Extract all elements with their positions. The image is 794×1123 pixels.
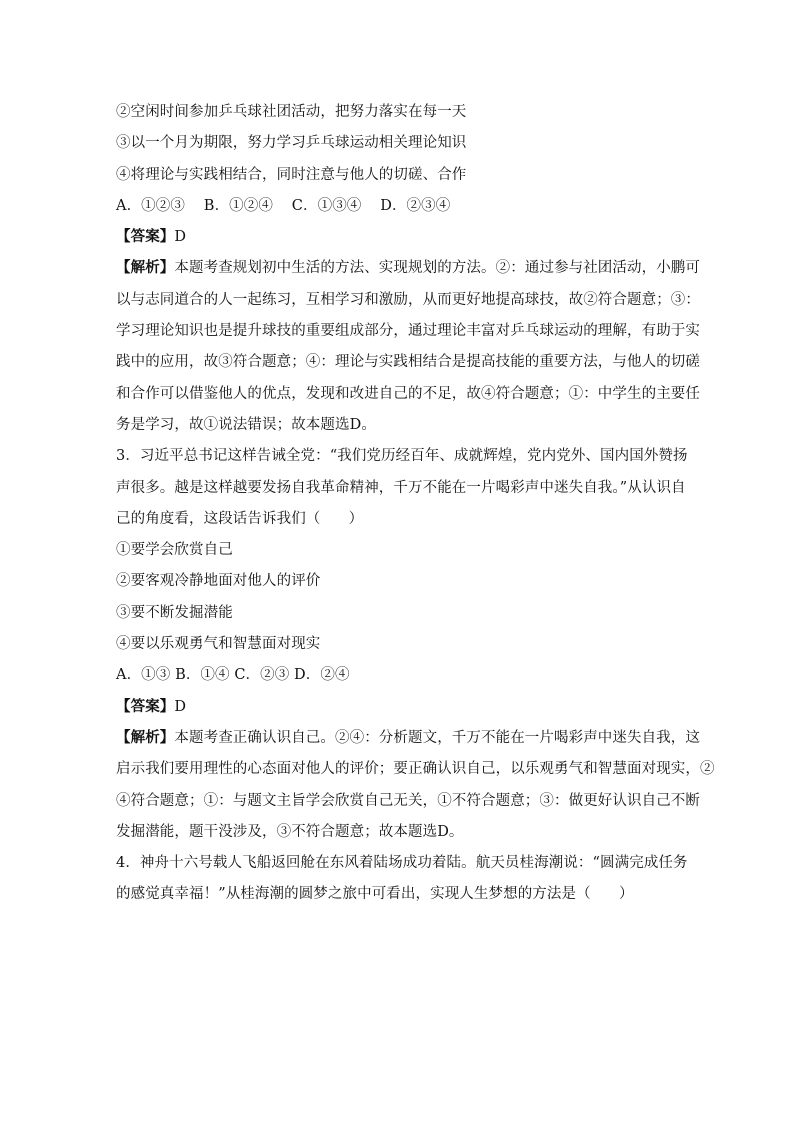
q3-analysis-line: ④符合题意；①：与题文主旨学会欣赏自己无关，①不符合题意；③：做更好认识自己不断: [116, 792, 700, 809]
q2-analysis-tag: 【解析】: [116, 259, 175, 277]
q2-analysis-line: 以与志同道合的人一起练习，互相学习和激励，从而更好地提高球技，故②符合题意；③：: [116, 291, 700, 308]
q2-analysis: [116, 257, 701, 435]
q3-option-2: ②要客观冷静地面对他人的评价: [116, 573, 321, 590]
q3-analysis: [116, 727, 715, 843]
q2-analysis-line: 学习理论知识也是提升球技的重要组成部分，通过理论丰富对乒乓球运动的理解，有助于实: [116, 323, 700, 340]
q2-block: [116, 101, 701, 436]
q2-analysis-line: 务是学习，故①说法错误；故本题选D。: [116, 416, 376, 433]
q2-analysis-line: 和合作可以借鉴他人的优点，发现和改进自己的不足，故④符合题意；①：中学生的主要任: [116, 385, 700, 402]
q2-answer-tag: 【答案】: [116, 228, 175, 246]
q2-analysis-line: 践中的应用，故③符合题意；④：理论与实践相结合是提高技能的重要方法，与他人的切磋: [116, 354, 700, 371]
q2-option-2: ②空闲时间参加乒乓球社团活动，把努力落实在每一天: [116, 104, 467, 120]
q3-stem-line: 3．习近平总书记这样告诫全党：“我们党历经百年、成就辉煌，党内党外、国内国外赞扬: [116, 448, 688, 465]
q3-analysis-line: [116, 727, 701, 749]
q2-answer: [116, 226, 696, 248]
q3-option-3: ③要不断发掘潜能: [116, 604, 233, 621]
q3-choices: A．①③ B．①④ C．②③ D．②④: [116, 667, 350, 684]
q3-analysis-line: 发掘潜能，题干没涉及，③不符合题意；故本题选D。: [116, 823, 464, 840]
q2-option-4: ④将理论与实践相结合，同时注意与他人的切磋、合作: [116, 166, 467, 183]
q3-answer-tag: 【答案】: [116, 697, 175, 715]
q2-analysis-line: [116, 257, 701, 279]
q3-analysis-line: 启示我们要用理性的心态面对他人的评价；要正确认识自己，以乐观勇气和智慧面对现实，②: [116, 761, 715, 778]
q3-analysis-text: 本题考查正确认识自己。②④：分析题文，千万不能在一片喝彩声中迷失自我，这: [174, 729, 701, 746]
q2-choices: A．①②③ B．①②④ C．①③④ D．②③④: [116, 197, 451, 214]
q3-stem-line: 声很多。越是这样越要发扬自我革命精神，千万不能在一片喝彩声中迷失自我。”从认识自: [116, 479, 686, 496]
q3-stem-line: 己的角度看，这段话告诉我们（ ）: [116, 510, 364, 527]
q2-option-3: ③以一个月为期限，努力学习乒乓球运动相关理论知识: [116, 135, 467, 152]
q4-stem-line: 的感觉真幸福！”从桂海潮的圆梦之旅中可看出，实现人生梦想的方法是（ ）: [116, 886, 634, 903]
q3-analysis-tag: 【解析】: [116, 728, 175, 746]
q4-stem-line: 4．神舟十六号载人飞船返回舱在东风着陆场成功着陆。航天员桂海潮说：“圆满完成任务: [116, 855, 688, 872]
q3-option-1: ①要学会欣赏自己: [116, 542, 233, 559]
q4-block: [116, 852, 696, 905]
q2-answer-value: D: [174, 229, 187, 246]
document-content: [116, 101, 715, 915]
q3-option-4: ④要以乐观勇气和智慧面对现实: [116, 636, 321, 653]
q3-answer: [116, 696, 696, 718]
q2-analysis-text: 本题考查规划初中生活的方法、实现规划的方法。②：通过参与社团活动，小鹏可: [174, 260, 701, 277]
q3-answer-value: D: [174, 698, 187, 715]
q3-block: [116, 445, 715, 843]
